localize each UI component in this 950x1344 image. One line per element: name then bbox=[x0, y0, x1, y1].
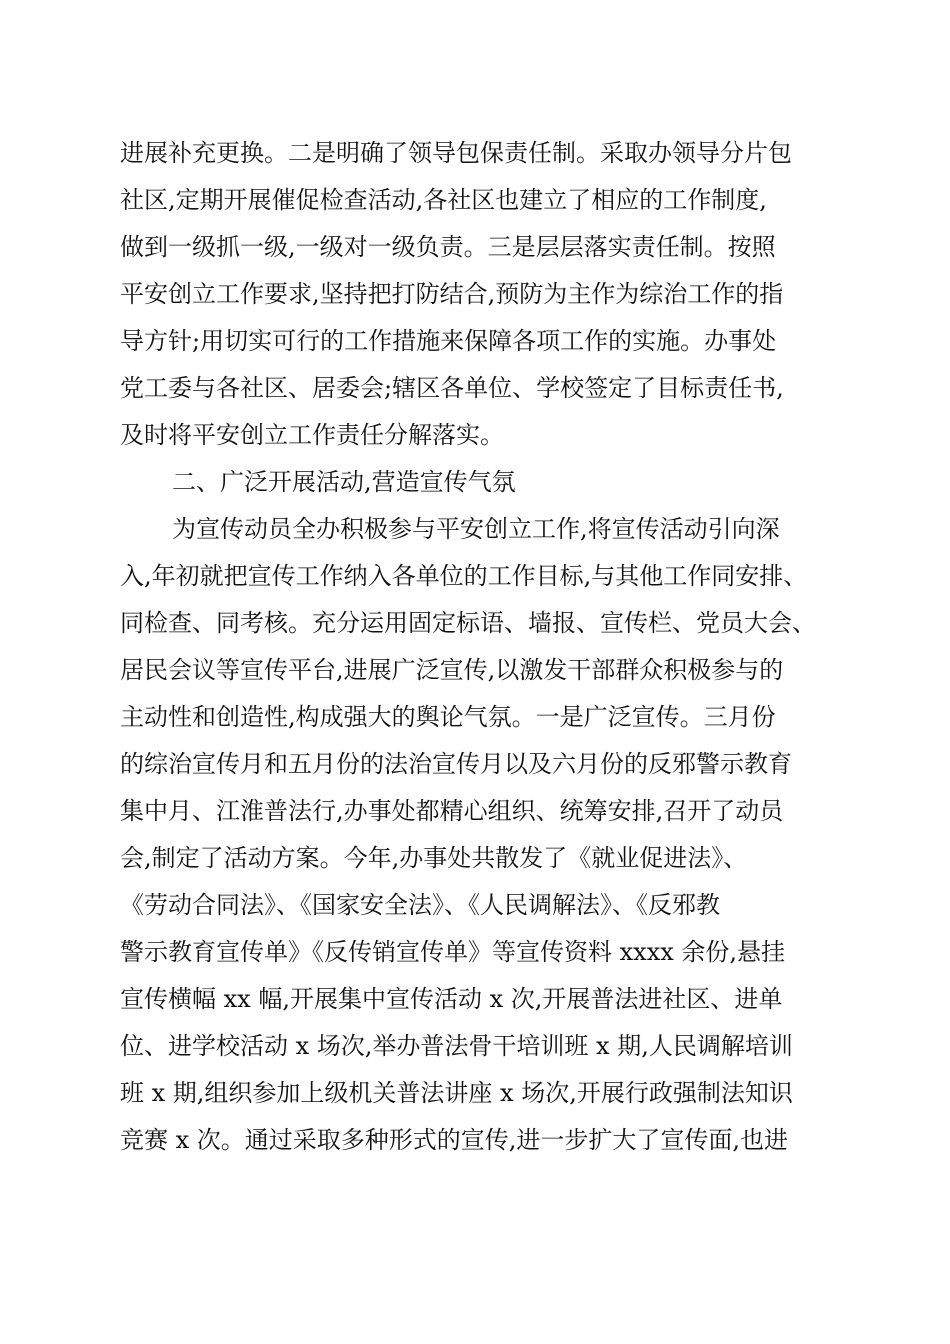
text-line: 社区,定期开展催促检查活动,各社区也建立了相应的工作制度, bbox=[120, 186, 767, 214]
section-heading: 二、广泛开展活动,营造宣传气氛 bbox=[172, 468, 516, 496]
text-line: 党工委与各社区、居委会;辖区各单位、学校签定了目标责任书, bbox=[120, 374, 784, 402]
text-line: 导方针;用切实可行的工作措施来保障各项工作的实施。办事处 bbox=[120, 327, 777, 355]
text-line: 警示教育宣传单》《反传销宣传单》等宣传资料 xxxx 余份,悬挂 bbox=[120, 938, 786, 966]
text-line: 居民会议等宣传平台,进展广泛宣传,以激发干部群众积极参与的 bbox=[120, 656, 784, 684]
text-line: 宣传横幅 xx 幅,开展集中宣传活动 x 次,开展普法进社区、进单 bbox=[120, 985, 783, 1013]
text-line: 主动性和创造性,构成强大的舆论气氛。一是广泛宣传。三月份 bbox=[120, 703, 776, 731]
text-line: 进展补充更换。二是明确了领导包保责任制。采取办领导分片包 bbox=[120, 139, 792, 167]
text-line: 集中月、江淮普法行,办事处都精心组织、统筹安排,召开了动员 bbox=[120, 797, 784, 825]
body-text bbox=[120, 130, 840, 1164]
text-line: 为宣传动员全办积极参与平安创立工作,将宣传活动引向深 bbox=[172, 515, 780, 543]
text-line: 做到一级抓一级,一级对一级负责。三是层层落实责任制。按照 bbox=[120, 233, 776, 261]
text-line: 班 x 期,组织参加上级机关普法讲座 x 场次,开展行政强制法知识 bbox=[120, 1079, 793, 1107]
text-line: 会,制定了活动方案。今年,办事处共散发了《就业促进法》、 bbox=[120, 844, 748, 872]
text-line: 位、进学校活动 x 场次,举办普法骨干培训班 x 期,人民调解培训 bbox=[120, 1032, 793, 1060]
text-line: 的综治宣传月和五月份的法治宣传月以及六月份的反邪警示教育 bbox=[120, 750, 792, 778]
text-line: 《劳动合同法》、《国家安全法》、《人民调解法》、《反邪教 bbox=[120, 891, 720, 919]
text-line: 竞赛 x 次。通过采取多种形式的宣传,进一步扩大了宣传面,也进 bbox=[120, 1126, 789, 1154]
text-line: 及时将平安创立工作责任分解落实。 bbox=[120, 421, 504, 449]
text-line: 同检查、同考核。充分运用固定标语、墙报、宣传栏、党员大会、 bbox=[120, 609, 816, 637]
text-line: 平安创立工作要求,坚持把打防结合,预防为主作为综治工作的指 bbox=[120, 280, 784, 308]
text-line: 入,年初就把宣传工作纳入各单位的工作目标,与其他工作同安排、 bbox=[120, 562, 808, 590]
